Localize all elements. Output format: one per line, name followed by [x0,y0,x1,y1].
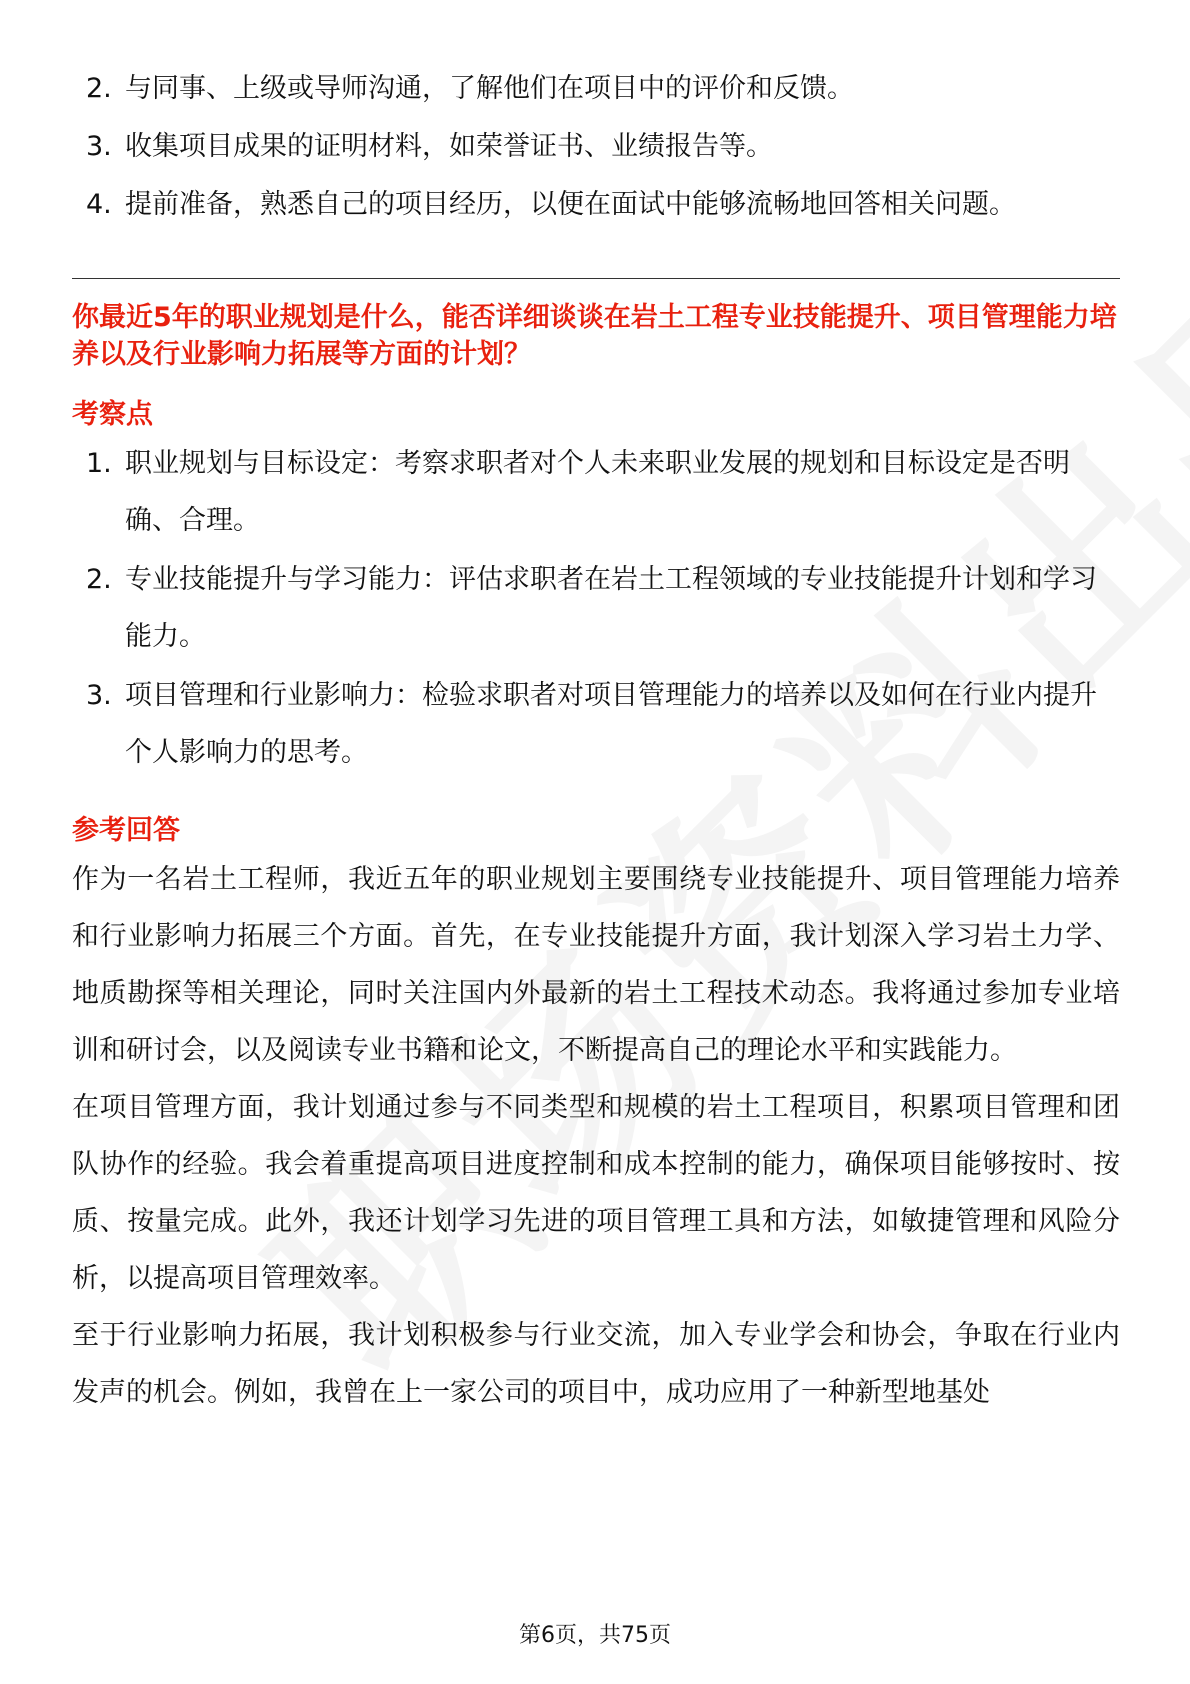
list-number: 4. [86,189,112,220]
list-text: 与同事、上级或导师沟通，了解他们在项目中的评价和反馈。 [125,73,854,104]
list-text: 职业规划与目标设定：考察求职者对个人未来职业发展的规划和目标设定是否明确、合理。 [125,448,1070,536]
section-divider [72,278,1120,279]
list-item [72,667,1120,781]
list-item [72,60,1120,117]
page-content [72,60,1120,1421]
previous-answer-steps [72,60,1120,233]
list-text: 项目管理和行业影响力：检验求职者对项目管理能力的培养以及如何在行业内提升个人影响力的思考。 [125,680,1097,768]
list-item [72,435,1120,549]
list-number: 3. [86,680,112,711]
list-text: 收集项目成果的证明材料，如荣誉证书、业绩报告等。 [125,131,773,162]
list-number: 2. [86,73,112,104]
list-number: 1. [86,448,112,479]
list-text: 专业技能提升与学习能力：评估求职者在岩土工程领域的专业技能提升计划和学习能力。 [125,564,1097,652]
list-number: 3. [86,131,112,162]
answer-paragraph: 在项目管理方面，我计划通过参与不同类型和规模的岩土工程项目，积累项目管理和团队协作的经验。我会着重提高项目进度控制和成本控制的能力，确保项目能够按时、按质、按量完成。此外，我还计划学习先进的项目管理工具和方法，如敏捷管理和风险分析，以提高项目管理效率。 [72,1092,1120,1294]
answer-heading: 参考回答 [72,815,180,846]
list-item [72,118,1120,175]
page-footer: 第6页，共75页 [519,1623,671,1648]
list-item [72,176,1120,233]
kaocha-heading: 考察点 [72,399,153,430]
interview-question: 你最近5年的职业规划是什么，能否详细谈谈在岩土工程专业技能提升、项目管理能力培养以及行业影响力拓展等方面的计划？ [72,302,1117,370]
kaocha-list [72,435,1120,781]
list-number: 2. [86,564,112,595]
answer-paragraph: 至于行业影响力拓展，我计划积极参与行业交流，加入专业学会和协会，争取在行业内发声的机会。例如，我曾在上一家公司的项目中，成功应用了一种新型地基处 [72,1320,1120,1408]
list-text: 提前准备，熟悉自己的项目经历，以便在面试中能够流畅地回答相关问题。 [125,189,1016,220]
answer-paragraph: 作为一名岩土工程师，我近五年的职业规划主要围绕专业技能提升、项目管理能力培养和行业影响力拓展三个方面。首先，在专业技能提升方面，我计划深入学习岩土力学、地质勘探等相关理论，同时关注国内外最新的岩土工程技术动态。我将通过参加专业培训和研讨会，以及阅读专业书籍和论文，不断提高自己的理论水平和实践能力。 [72,864,1120,1066]
list-item [72,551,1120,665]
